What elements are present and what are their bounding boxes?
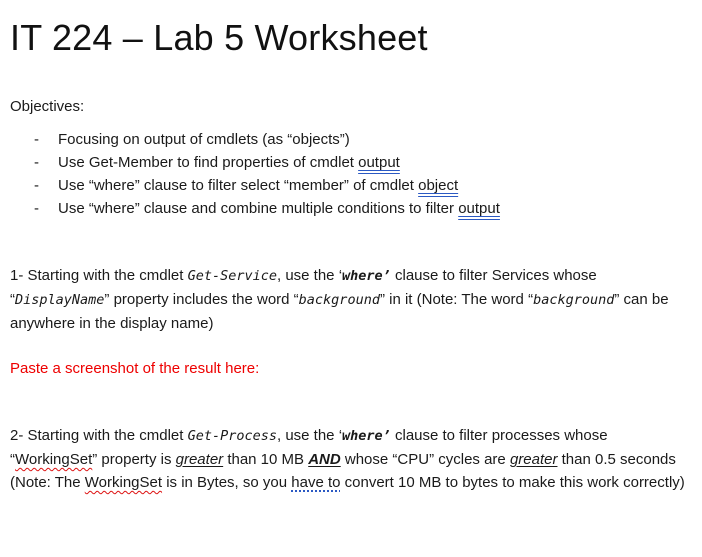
list-dash: - <box>34 131 39 148</box>
q1-text: 1- Starting with the cmdlet <box>10 267 188 284</box>
q1-text: ” can be anywhere in the display name) <box>10 291 669 332</box>
q1-word: background <box>298 292 380 308</box>
list-dash: - <box>34 177 39 194</box>
paste-screenshot-prompt: Paste a screenshot of the result here: <box>10 360 260 377</box>
q1-text: ” in it (Note: The word “ <box>379 291 534 308</box>
list-dash: - <box>34 154 39 171</box>
list-item <box>10 197 500 220</box>
objective-text: Focusing on output of cmdlets (as “objects”) <box>58 131 350 148</box>
q2-cmdlet: Get-Process <box>187 428 277 444</box>
q1-where-keyword: where’ <box>342 268 391 284</box>
q1-word: background <box>533 292 615 308</box>
objectives-list <box>10 128 500 220</box>
grammar-marked-word: output <box>358 154 400 171</box>
worksheet-page <box>10 14 696 491</box>
page-title: IT 224 – Lab 5 Worksheet <box>10 17 428 58</box>
q2-text: ” property is <box>92 451 176 468</box>
spellcheck-marked-word: WorkingSet <box>84 474 163 491</box>
list-item <box>10 151 500 174</box>
list-item <box>10 128 500 151</box>
q2-and-emphasis: AND <box>308 451 341 468</box>
q2-text: than 0.5 seconds (Note: The <box>10 451 676 491</box>
list-item <box>10 174 500 197</box>
q1-text: clause to filter Services whose “ <box>10 267 597 308</box>
objectives-heading: Objectives: <box>10 98 85 115</box>
q2-emphasis: greater <box>509 451 558 468</box>
q1-property: DisplayName <box>15 292 105 308</box>
grammar-marked-word: output <box>458 200 500 217</box>
objective-text: Use Get-Member to find properties of cmdlet <box>58 154 359 171</box>
q2-text: 2- Starting with the cmdlet <box>10 427 188 444</box>
question-1 <box>10 264 690 335</box>
q2-text: convert 10 MB to bytes to make this work correctly) <box>340 474 685 491</box>
q2-text: whose “CPU” cycles are <box>340 451 510 468</box>
question-2 <box>10 424 690 494</box>
q2-emphasis: greater <box>175 451 224 468</box>
q1-text: , use the ‘ <box>276 267 343 284</box>
list-dash: - <box>34 200 39 217</box>
grammar-marked-word: object <box>418 177 459 194</box>
grammar-marked-phrase: have to <box>291 474 341 491</box>
q2-text: than 10 MB <box>223 451 309 468</box>
objective-text: Use “where” clause and combine multiple conditions to filter <box>58 200 459 217</box>
q2-where-keyword: where’ <box>342 428 391 444</box>
q1-cmdlet: Get-Service <box>187 268 277 284</box>
q2-text: is in Bytes, so you <box>162 474 292 491</box>
spellcheck-marked-word: WorkingSet <box>15 451 93 468</box>
q2-text: , use the ‘ <box>276 427 343 444</box>
objective-text: Use “where” clause to filter select “member” of cmdlet <box>58 177 419 194</box>
q1-text: ” property includes the word “ <box>104 291 299 308</box>
q2-text: clause to filter processes whose “ <box>10 427 608 468</box>
